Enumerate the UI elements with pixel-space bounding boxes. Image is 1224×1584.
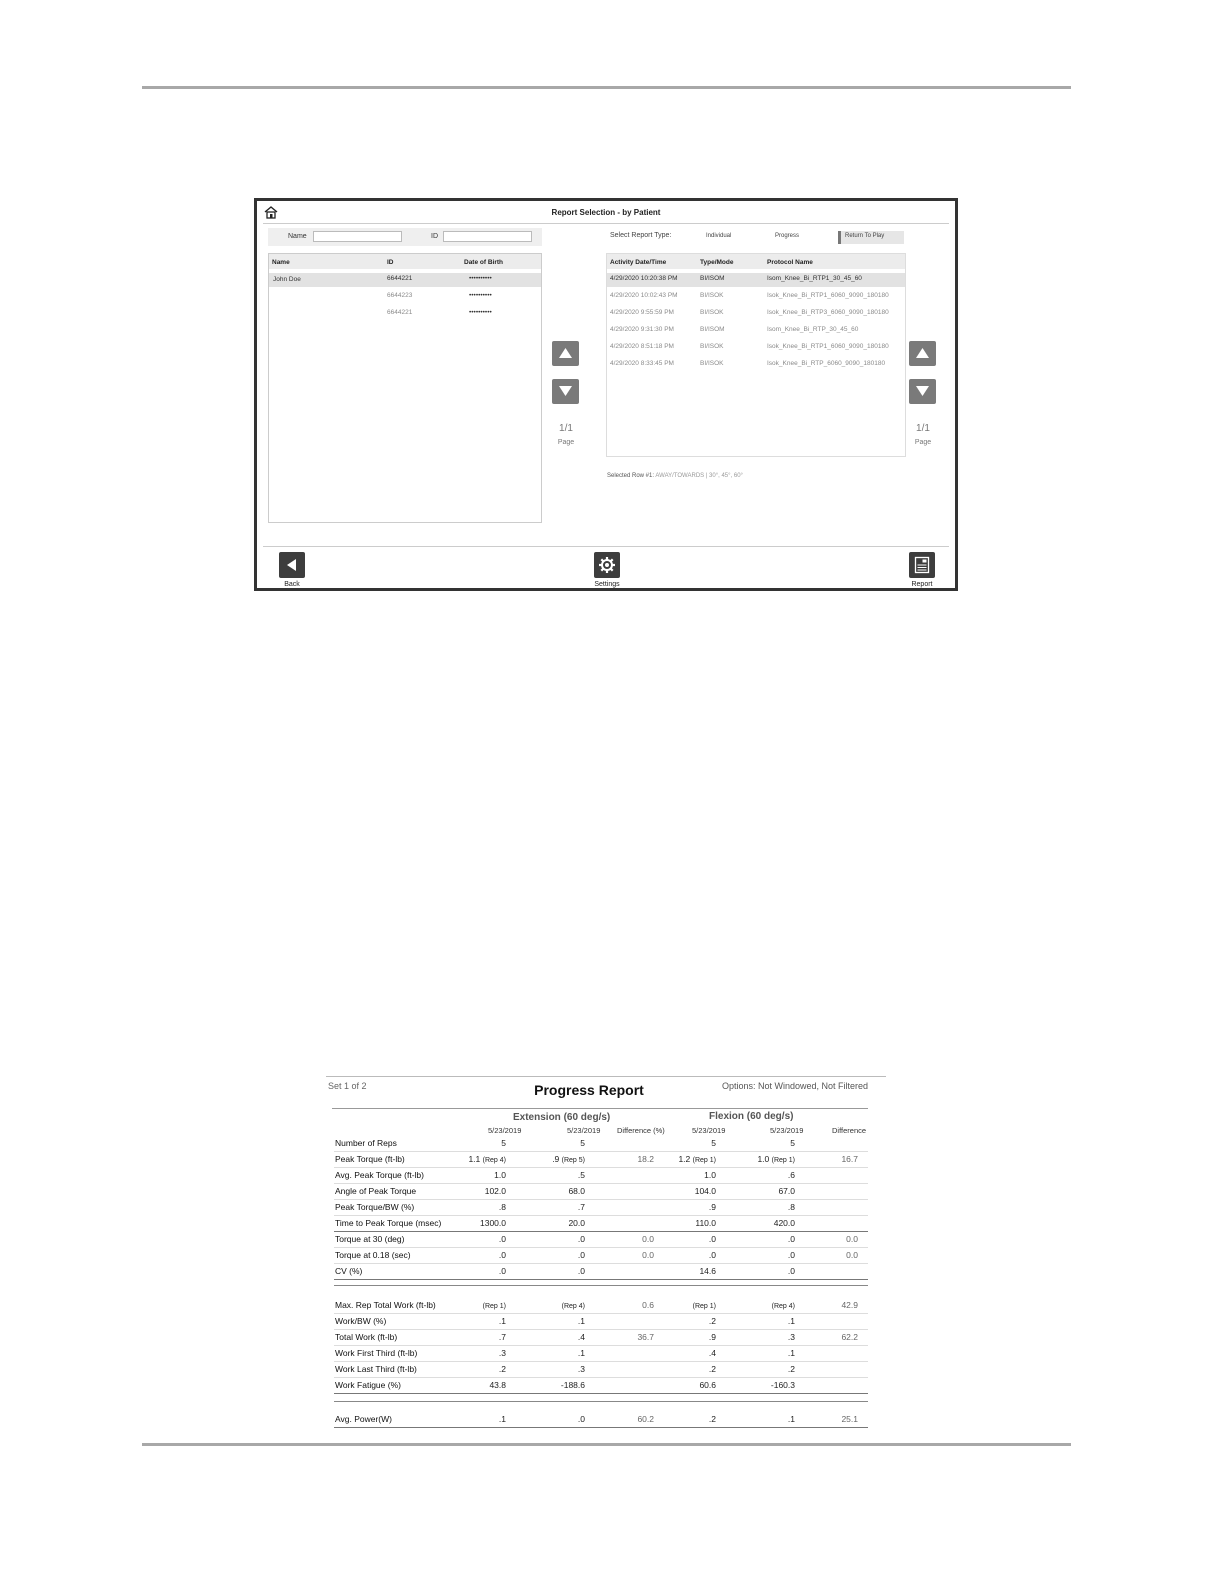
report-value — [709, 1364, 716, 1374]
report-difference-value: 18.2 — [637, 1154, 654, 1164]
activity-date[interactable]: 4/29/2020 8:33:45 PM — [610, 360, 674, 367]
patient-page-number: 1/1 — [559, 423, 573, 434]
footer-divider — [263, 546, 949, 547]
selected-row-label: Selected Row #1: — [607, 473, 655, 479]
report-value-text: .0 — [498, 1234, 506, 1244]
report-value — [468, 1154, 506, 1164]
activity-mode[interactable]: BI/ISOK — [700, 309, 724, 316]
activity-protocol[interactable]: Isom_Knee_Bi_RTP_30_45_60 — [767, 326, 859, 333]
report-value-text: .0 — [577, 1234, 585, 1244]
patient-page-up-button[interactable] — [552, 341, 579, 366]
arrow-up-icon — [915, 347, 930, 359]
report-value-text: 1.0 — [757, 1154, 770, 1164]
arrow-down-icon — [915, 385, 930, 397]
flexion-header: Flexion (60 deg/s) — [709, 1111, 794, 1122]
report-row — [334, 1314, 868, 1330]
report-row — [334, 1184, 868, 1200]
report-value — [499, 1250, 506, 1260]
report-value-text: 14.6 — [699, 1266, 716, 1276]
activity-date[interactable]: 4/29/2020 9:55:59 PM — [610, 309, 674, 316]
report-value — [772, 1300, 795, 1310]
report-value — [699, 1266, 716, 1276]
report-value-text: 420.0 — [773, 1218, 795, 1228]
report-rep-annotation: (Rep 1) — [482, 1303, 506, 1310]
report-row — [334, 1378, 868, 1394]
report-value — [483, 1300, 506, 1310]
report-value — [578, 1202, 585, 1212]
activity-protocol[interactable]: Isok_Knee_Bi_RTP1_6060_9090_180180 — [767, 343, 889, 350]
report-section-separator — [334, 1285, 868, 1286]
report-value-text: .9 — [552, 1154, 560, 1164]
report-value — [578, 1316, 585, 1326]
patient-table — [268, 253, 542, 523]
arrow-up-icon — [558, 347, 573, 359]
report-value — [778, 1186, 795, 1196]
report-value-text: .1 — [577, 1348, 585, 1358]
report-value — [578, 1234, 585, 1244]
report-difference-value: 0.0 — [846, 1234, 858, 1244]
gear-icon — [598, 556, 616, 574]
report-value — [499, 1316, 506, 1326]
activity-date[interactable]: 4/29/2020 10:20:38 PM — [610, 275, 678, 282]
report-value-text: .2 — [787, 1364, 795, 1374]
report-row — [334, 1264, 868, 1280]
report-value-text: .0 — [787, 1234, 795, 1244]
report-rep-annotation: (Rep 1) — [692, 1303, 716, 1310]
report-value — [709, 1202, 716, 1212]
report-value-text: .1 — [787, 1316, 795, 1326]
report-section-separator — [334, 1401, 868, 1402]
report-value — [578, 1250, 585, 1260]
report-value-text: 1.2 — [678, 1154, 691, 1164]
patient-id[interactable]: 6644221 — [387, 309, 413, 316]
activity-page-down-button[interactable] — [909, 379, 936, 404]
report-difference-value: 25.1 — [841, 1414, 858, 1424]
activity-mode[interactable]: BI/ISOK — [700, 360, 724, 367]
report-value — [499, 1348, 506, 1358]
report-value — [788, 1202, 795, 1212]
report-value-text: .7 — [577, 1202, 585, 1212]
report-value — [774, 1218, 795, 1228]
column-header-activity-date[interactable]: Activity Date/Time — [610, 259, 667, 266]
flexion-difference-header: Difference — [832, 1126, 867, 1135]
report-value — [499, 1364, 506, 1374]
report-value — [788, 1266, 795, 1276]
selected-row-value: AWAY/TOWARDS | 30°, 45°, 60° — [655, 473, 743, 479]
settings-button[interactable] — [594, 552, 620, 578]
activity-mode[interactable]: BI/ISOM — [700, 326, 725, 333]
report-row-label: Work Fatigue (%) — [335, 1380, 401, 1390]
report-value — [499, 1266, 506, 1276]
report-value — [578, 1170, 585, 1180]
report-row — [334, 1136, 868, 1152]
report-row-label: Time to Peak Torque (msec) — [335, 1218, 442, 1228]
report-value-text: .2 — [708, 1414, 716, 1424]
report-value — [501, 1138, 506, 1148]
report-difference-value: 0.0 — [642, 1234, 654, 1244]
activity-date[interactable]: 4/29/2020 10:02:43 PM — [610, 292, 678, 299]
report-value — [790, 1138, 795, 1148]
patient-dob[interactable]: •••••••••• — [469, 309, 492, 316]
report-value — [578, 1332, 585, 1342]
report-value-text: 5 — [501, 1138, 506, 1148]
report-row — [334, 1200, 868, 1216]
report-value — [485, 1186, 506, 1196]
report-value-text: .9 — [708, 1202, 716, 1212]
report-value-text: .4 — [577, 1332, 585, 1342]
report-type-label: Select Report Type: — [610, 232, 672, 239]
column-header-id[interactable]: ID — [387, 259, 394, 266]
report-value — [578, 1266, 585, 1276]
activity-mode[interactable]: BI/ISOK — [700, 343, 724, 350]
report-type-progress[interactable]: Progress — [775, 233, 800, 239]
report-value-text: 104.0 — [694, 1186, 716, 1196]
report-value-text: .0 — [498, 1266, 506, 1276]
id-search-input[interactable] — [443, 231, 532, 242]
report-row — [334, 1346, 868, 1362]
report-value-text: 5 — [790, 1138, 795, 1148]
report-value — [788, 1250, 795, 1260]
activity-mode[interactable]: BI/ISOM — [700, 275, 725, 282]
report-value-text: 43.8 — [489, 1380, 506, 1390]
name-label: Name — [288, 233, 307, 240]
report-value-text: .1 — [577, 1316, 585, 1326]
extension-date-2: 5/23/2019 — [567, 1126, 601, 1135]
report-value — [578, 1414, 585, 1424]
report-value — [695, 1218, 716, 1228]
report-value — [489, 1380, 506, 1390]
activity-protocol[interactable]: Isom_Knee_Bi_RTP1_30_45_60 — [767, 275, 862, 282]
report-value-text: .2 — [708, 1316, 716, 1326]
report-value — [788, 1414, 795, 1424]
report-value — [499, 1414, 506, 1424]
back-label: Back — [284, 581, 300, 588]
report-row — [334, 1412, 868, 1428]
report-row-label: Torque at 30 (deg) — [335, 1234, 405, 1244]
report-value-text: 5 — [711, 1138, 716, 1148]
id-label: ID — [431, 233, 438, 240]
report-value-text: 102.0 — [484, 1186, 506, 1196]
page-top-rule — [142, 86, 1071, 89]
report-value — [578, 1348, 585, 1358]
report-row-label: Torque at 0.18 (sec) — [335, 1250, 411, 1260]
report-value-text: 60.6 — [699, 1380, 716, 1390]
report-value — [757, 1154, 795, 1164]
report-row — [334, 1152, 868, 1168]
report-top-rule — [326, 1076, 886, 1077]
report-title: Progress Report — [534, 1082, 644, 1098]
report-row-label: Avg. Peak Torque (ft-lb) — [335, 1170, 424, 1180]
patient-search-bar — [268, 228, 542, 246]
patient-id[interactable]: 6644221 — [387, 275, 413, 282]
column-header-name[interactable]: Name — [272, 259, 290, 266]
report-value-text: .0 — [498, 1250, 506, 1260]
report-value — [494, 1170, 506, 1180]
report-row — [334, 1298, 868, 1314]
report-value-text: .3 — [787, 1332, 795, 1342]
activity-protocol[interactable]: Isok_Knee_Bi_RTP1_6060_9090_180180 — [767, 292, 889, 299]
report-value-text: .2 — [498, 1364, 506, 1374]
report-options: Options: Not Windowed, Not Filtered — [721, 1081, 868, 1091]
report-value-text: .4 — [708, 1348, 716, 1358]
report-row-label: Avg. Power(W) — [335, 1414, 392, 1424]
report-row-label: Max. Rep Total Work (ft-lb) — [335, 1300, 436, 1310]
report-value — [580, 1138, 585, 1148]
report-row — [334, 1168, 868, 1184]
activity-protocol[interactable]: Isok_Knee_Bi_RTP3_6060_9090_180180 — [767, 309, 889, 316]
report-value — [568, 1218, 585, 1228]
patient-page-down-button[interactable] — [552, 379, 579, 404]
report-value — [709, 1234, 716, 1244]
report-rep-annotation: (Rep 5) — [561, 1157, 585, 1164]
extension-date-1: 5/23/2019 — [488, 1126, 522, 1135]
report-value-text: .6 — [787, 1170, 795, 1180]
report-rep-annotation: (Rep 4) — [771, 1303, 795, 1310]
report-value-text: 1300.0 — [480, 1218, 506, 1228]
report-row — [334, 1330, 868, 1346]
activity-table — [606, 253, 906, 457]
report-value-text: .8 — [787, 1202, 795, 1212]
report-value — [709, 1414, 716, 1424]
report-row-label: Work First Third (ft-lb) — [335, 1348, 418, 1358]
report-value — [788, 1364, 795, 1374]
report-value-text: .0 — [787, 1266, 795, 1276]
back-arrow-icon — [283, 556, 301, 574]
report-value — [578, 1364, 585, 1374]
report-value — [788, 1170, 795, 1180]
report-value — [499, 1202, 506, 1212]
report-row-label: Peak Torque/BW (%) — [335, 1202, 415, 1212]
report-type-return-to-play[interactable] — [838, 231, 904, 244]
report-value — [499, 1332, 506, 1342]
report-value — [709, 1332, 716, 1342]
activity-date[interactable]: 4/29/2020 8:51:18 PM — [610, 343, 674, 350]
report-type-selector — [606, 228, 906, 246]
report-value — [562, 1300, 585, 1310]
report-set-indicator: Set 1 of 2 — [328, 1081, 367, 1091]
report-row-label: Total Work (ft-lb) — [335, 1332, 398, 1342]
report-value — [788, 1234, 795, 1244]
activity-table-header — [607, 254, 905, 269]
report-value-text: 1.0 — [494, 1170, 506, 1180]
report-difference-value: 0.0 — [642, 1250, 654, 1260]
report-row-label: Work/BW (%) — [335, 1316, 387, 1326]
report-rep-annotation: (Rep 4) — [561, 1303, 585, 1310]
report-value — [704, 1170, 716, 1180]
flexion-date-2: 5/23/2019 — [770, 1126, 804, 1135]
report-value — [499, 1234, 506, 1244]
report-value-text: .3 — [498, 1348, 506, 1358]
back-button[interactable] — [279, 552, 305, 578]
report-value-text: 1.0 — [704, 1170, 716, 1180]
report-value-text: .1 — [498, 1316, 506, 1326]
patient-dob[interactable]: •••••••••• — [469, 292, 492, 299]
report-row-label: Peak Torque (ft-lb) — [335, 1154, 405, 1164]
report-value — [568, 1186, 585, 1196]
report-row-label: CV (%) — [335, 1266, 363, 1276]
settings-label: Settings — [594, 581, 620, 588]
column-header-protocol[interactable]: Protocol Name — [767, 259, 813, 266]
report-selection-window — [254, 198, 958, 591]
report-value-text: .8 — [498, 1202, 506, 1212]
report-value — [711, 1138, 716, 1148]
selected-row-info — [607, 473, 743, 479]
report-value-text: .5 — [577, 1170, 585, 1180]
report-value-text: .1 — [787, 1348, 795, 1358]
report-rep-annotation: (Rep 1) — [771, 1157, 795, 1164]
extension-difference-header: Difference (%) — [617, 1126, 665, 1135]
progress-report — [326, 1076, 886, 1432]
report-row — [334, 1362, 868, 1378]
report-row — [334, 1216, 868, 1232]
report-value — [695, 1186, 716, 1196]
report-rep-annotation: (Rep 1) — [692, 1157, 716, 1164]
report-header-rule — [332, 1108, 868, 1109]
report-row — [334, 1248, 868, 1264]
report-value — [552, 1154, 585, 1164]
window-title: Report Selection - by Patient — [551, 208, 661, 217]
report-value — [788, 1348, 795, 1358]
report-row-label: Angle of Peak Torque — [335, 1186, 417, 1196]
report-difference-value: 16.7 — [841, 1154, 858, 1164]
report-value-text: .9 — [708, 1332, 716, 1342]
report-type-individual[interactable]: Individual — [706, 233, 732, 239]
report-value-text: .1 — [498, 1414, 506, 1424]
report-value-text: .0 — [577, 1250, 585, 1260]
report-value-text: 110.0 — [695, 1218, 716, 1228]
report-value-text: .0 — [787, 1250, 795, 1260]
report-value-text: 5 — [580, 1138, 585, 1148]
report-difference-value: 62.2 — [841, 1332, 858, 1342]
column-header-type-mode[interactable]: Type/Mode — [700, 259, 734, 266]
activity-page-number: 1/1 — [916, 423, 930, 434]
report-value-text: .2 — [708, 1364, 716, 1374]
report-value-text: 1.1 — [468, 1154, 481, 1164]
report-value — [480, 1218, 506, 1228]
flexion-date-1: 5/23/2019 — [692, 1126, 726, 1135]
report-value — [709, 1316, 716, 1326]
patient-name[interactable]: John Doe — [273, 276, 301, 283]
report-value — [709, 1348, 716, 1358]
report-value-text: -188.6 — [560, 1380, 585, 1390]
title-divider — [263, 223, 949, 224]
report-label: Report — [911, 581, 933, 588]
name-search-input[interactable] — [313, 231, 402, 242]
activity-mode[interactable]: BI/ISOK — [700, 292, 724, 299]
report-value-text: .0 — [577, 1266, 585, 1276]
patient-dob[interactable]: •••••••••• — [469, 275, 492, 282]
report-button[interactable] — [909, 552, 935, 578]
report-difference-value: 0.6 — [642, 1300, 654, 1310]
report-value — [771, 1380, 795, 1390]
report-value — [709, 1250, 716, 1260]
report-value — [693, 1300, 716, 1310]
report-value-text: .0 — [708, 1250, 716, 1260]
activity-page-label: Page — [914, 439, 932, 446]
report-row — [334, 1232, 868, 1248]
report-value-text: -160.3 — [770, 1380, 795, 1390]
report-value — [561, 1380, 585, 1390]
report-value-text: .0 — [708, 1234, 716, 1244]
report-rep-annotation: (Rep 4) — [482, 1157, 506, 1164]
extension-header: Extension (60 deg/s) — [513, 1112, 611, 1123]
activity-page-up-button[interactable] — [909, 341, 936, 366]
report-value-text: 67.0 — [778, 1186, 795, 1196]
report-value — [678, 1154, 716, 1164]
patient-id[interactable]: 6644223 — [387, 292, 413, 299]
activity-date[interactable]: 4/29/2020 9:31:30 PM — [610, 326, 674, 333]
report-row-label: Work Last Third (ft-lb) — [335, 1364, 417, 1374]
report-difference-value: 36.7 — [637, 1332, 654, 1342]
page-bottom-rule — [142, 1443, 1071, 1446]
report-document-icon — [913, 556, 931, 574]
activity-protocol[interactable]: Isok_Knee_Bi_RTP_6060_9090_180180 — [767, 360, 886, 367]
patient-table-header — [269, 254, 541, 269]
report-value-text: .3 — [577, 1364, 585, 1374]
report-value — [699, 1380, 716, 1390]
report-value-text: .0 — [577, 1414, 585, 1424]
report-value — [788, 1332, 795, 1342]
report-value-text: .1 — [787, 1414, 795, 1424]
patient-page-label: Page — [557, 439, 575, 446]
report-row-label: Number of Reps — [335, 1138, 397, 1148]
report-value — [788, 1316, 795, 1326]
report-value-text: 68.0 — [568, 1186, 585, 1196]
report-difference-value: 60.2 — [637, 1414, 654, 1424]
column-header-dob[interactable]: Date of Birth — [464, 259, 503, 266]
report-difference-value: 0.0 — [846, 1250, 858, 1260]
report-difference-value: 42.9 — [841, 1300, 858, 1310]
report-value-text: 20.0 — [568, 1218, 585, 1228]
report-type-return-to-play-label: Return To Play — [845, 233, 885, 239]
arrow-down-icon — [558, 385, 573, 397]
report-value-text: .7 — [498, 1332, 506, 1342]
